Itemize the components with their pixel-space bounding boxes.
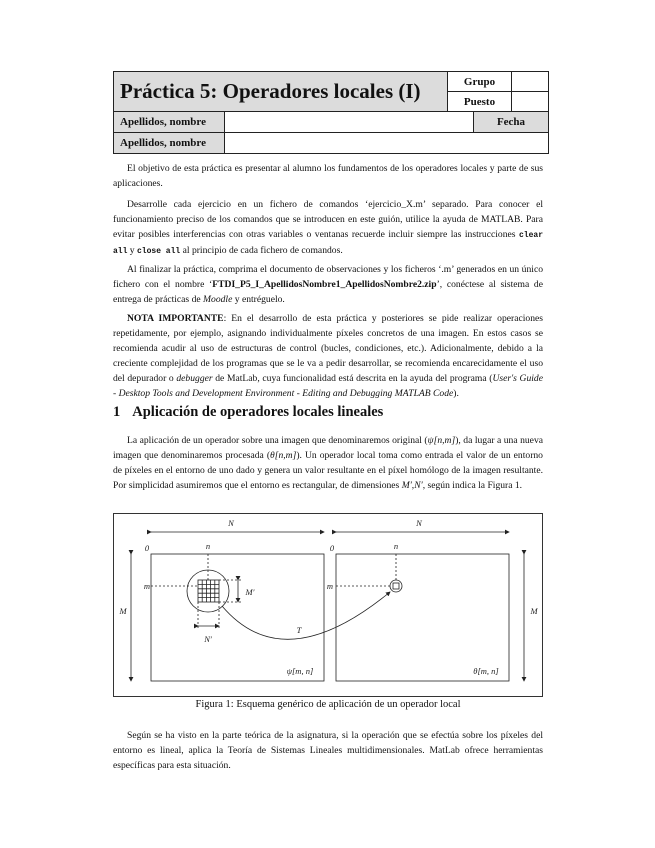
label-n-right: n	[393, 541, 399, 551]
psi-symbol: ψ[n,m]	[427, 435, 456, 446]
text-run: : En el desarrollo de esta práctica y posteriores se pide realizar operaciones repetidamente, por ejemplo, asignando individualmente píxeles concretos de una imagen. En estos casos se recomienda acudir al uso de estructuras de control (bucles, condiciones, etc.). Adicionalmente, debido a la creciente complejidad de los programas que se le va a pedir desarrollar, se recomienda encarecidamente el uso del depurador o	[113, 313, 543, 384]
text-run: La aplicación de un operador sobre una imagen que denominaremos original (	[127, 435, 428, 446]
theta-symbol: θ[n,m]	[270, 450, 297, 461]
code-close-all: close all	[137, 247, 181, 256]
label-origin-right: 0	[329, 543, 335, 553]
header-table	[113, 71, 549, 154]
apellidos-label-1: Apellidos, nombre	[113, 111, 225, 133]
processed-image-rect	[336, 554, 509, 681]
text-run: , según indica la Figura 1.	[422, 480, 523, 491]
grupo-field[interactable]	[511, 71, 549, 92]
intro-paragraph-objective: El objetivo de esta práctica es presentar al alumno los fundamentos de los operadores locales y parte de sus aplicaciones.	[113, 163, 543, 189]
label-N-left: N	[228, 518, 234, 528]
label-origin-left: 0	[144, 543, 150, 553]
text-run: y	[127, 245, 137, 256]
operator-diagram	[114, 514, 544, 698]
text-run: ), da lugar a una nueva imagen que denominaremos procesada (	[113, 435, 543, 461]
debugger-text: debugger	[176, 373, 213, 384]
fecha-label: Fecha	[473, 111, 549, 133]
operator-arrow	[222, 592, 390, 639]
text-run: de MatLab, cuya funcionalidad está descrita en la ayuda del programa (	[212, 373, 493, 384]
neighbourhood-window	[198, 580, 219, 602]
text-run: al principio de cada fichero de comandos.	[180, 245, 343, 256]
label-M-left: M	[119, 606, 127, 616]
text-run: Al finalizar la práctica, comprima el documento de observaciones y los ficheros ‘.m’ generados en un único fichero con el nombre ‘	[113, 264, 543, 290]
apellidos-field-2[interactable]	[224, 132, 549, 154]
intro-paragraph-exercises	[113, 197, 543, 259]
label-Mp: M′	[245, 587, 255, 597]
label-m-left: m	[143, 581, 151, 591]
grupo-label: Grupo	[447, 71, 512, 92]
note-label: NOTA IMPORTANTE	[127, 313, 224, 324]
apellidos-field-1[interactable]	[224, 111, 474, 133]
intro-paragraph-note	[113, 311, 543, 401]
text-run: y entréguelo.	[232, 294, 285, 305]
code-clear-all: clear all	[113, 231, 543, 256]
zip-filename: FTDI_P5_I_ApellidosNombre1_ApellidosNombre2.zip	[212, 279, 437, 290]
figure-caption: Figura 1: Esquema genérico de aplicación de un operador local	[195, 699, 461, 710]
section-paragraph-operator	[113, 433, 543, 493]
label-T: T	[296, 625, 302, 635]
label-m-right: m	[326, 581, 334, 591]
output-pixel-circle	[390, 580, 402, 592]
label-psi: ψ[m, n]	[286, 666, 314, 676]
section-title: Aplicación de operadores locales lineales	[132, 404, 384, 420]
label-Np: N′	[204, 634, 212, 644]
label-M-right: M	[530, 606, 538, 616]
neighbourhood-circle	[187, 570, 229, 612]
page-title: Práctica 5: Operadores locales (I)	[113, 71, 448, 112]
label-n-left: n	[205, 541, 211, 551]
original-image-rect	[151, 554, 324, 681]
intro-paragraph-submission	[113, 262, 543, 307]
figure-1	[113, 513, 543, 697]
text-run: ’, conéctese al sistema de entrega de prácticas de	[113, 279, 543, 305]
text-run: Desarrolle cada ejercicio en un fichero de comandos ‘ejercicio_X.m’ separado. Para conocer el funcionamiento preciso de los comandos que se introducen en este guión, utilice la ayuda de MATLAB. Para evitar posibles interferencias con otras variables o ventanas recuerde incluir siempre las instrucciones	[113, 199, 543, 240]
section-heading	[113, 404, 383, 421]
puesto-label: Puesto	[447, 91, 512, 112]
dimension-symbol: M′,N′	[401, 480, 423, 491]
apellidos-label-2: Apellidos, nombre	[113, 132, 225, 154]
label-N-right: N	[416, 518, 422, 528]
section-paragraph-linear: Según se ha visto en la parte teórica de la asignatura, si la operación que se efectúa sobre los píxeles del entorno es lineal, aplica la Teoría de Sistemas Lineales multidimensionales. MatLab ofrece herramientas específicas para esta situación.	[113, 730, 543, 771]
section-number: 1	[113, 404, 121, 420]
guide-reference: User's Guide - Desktop Tools and Development Environment - Editing and Debugging MATLAB Code	[113, 373, 543, 399]
moodle-text: Moodle	[203, 294, 233, 305]
text-run: ).	[453, 388, 459, 399]
puesto-field[interactable]	[511, 91, 549, 112]
text-run: ). Un operador local toma como entrada el valor de un entorno de píxeles en el entorno de uno dado y genera un valor resultante en el píxel homólogo de la imagen resultante. Por simplicidad asumiremos que el entorno es rectangular, de dimensiones	[113, 450, 543, 491]
label-theta: θ[m, n]	[473, 666, 499, 676]
